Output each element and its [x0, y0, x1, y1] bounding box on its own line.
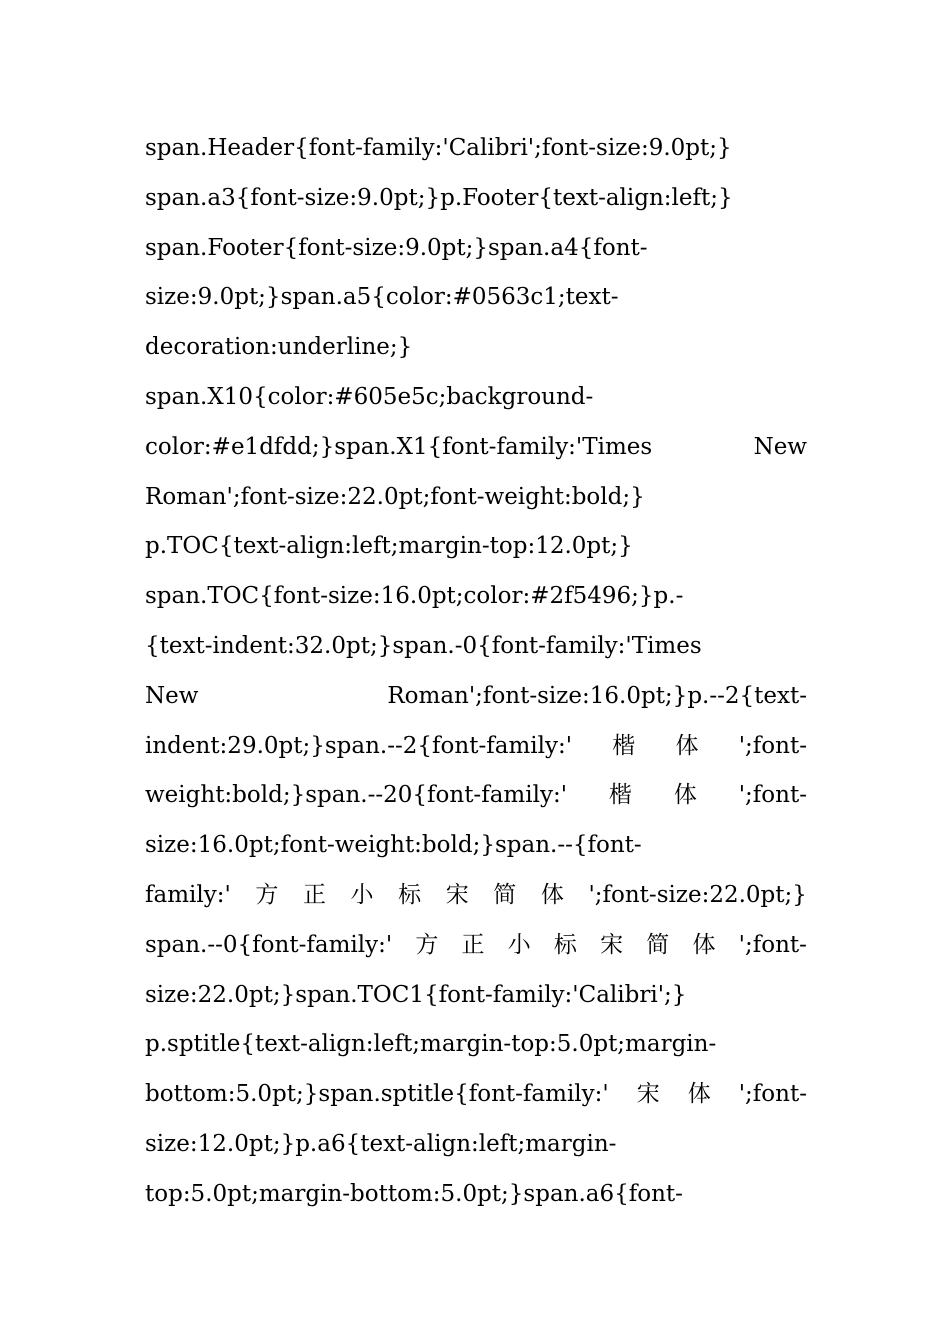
text-fragment: 小 [507, 931, 531, 958]
text-line: Roman';font-size:22.0pt;font-weight:bold;} [145, 483, 645, 510]
text-fragment: 体 [673, 782, 697, 809]
text-line [145, 921, 807, 971]
text-fragment: 简 [493, 881, 517, 908]
text-fragment: 体 [540, 881, 564, 908]
text-line: size:9.0pt;}span.a5{color:#0563c1;text- [145, 284, 619, 311]
text-fragment: 楷 [608, 782, 632, 809]
text-line [145, 771, 807, 821]
text-line: size:22.0pt;}span.TOC1{font-family:'Calibri';} [145, 981, 687, 1008]
text-fragment: 宋 [636, 1081, 660, 1108]
text-line: {text-indent:32.0pt;}span.-0{font-family:'Times [145, 632, 702, 659]
text-line [145, 672, 807, 722]
text-fragment: 小 [350, 881, 374, 908]
text-fragment: 简 [646, 931, 670, 958]
text-line: span.X10{color:#605e5c;background- [145, 383, 594, 410]
text-fragment: 正 [461, 931, 485, 958]
text-fragment: Roman';font-size:16.0pt;}p.--2{text- [387, 682, 807, 709]
text-line [145, 423, 807, 473]
text-fragment: color:#e1dfdd;}span.X1{font-family:'Times [145, 433, 653, 460]
text-fragment: 体 [675, 732, 699, 759]
text-line: top:5.0pt;margin-bottom:5.0pt;}span.a6{font- [145, 1180, 683, 1207]
text-fragment: New [145, 682, 199, 709]
text-line: size:12.0pt;}p.a6{text-align:left;margin- [145, 1130, 617, 1157]
text-fragment: 楷 [612, 732, 636, 759]
text-fragment: ';font- [738, 732, 807, 759]
text-line: size:16.0pt;font-weight:bold;}span.--{font- [145, 832, 642, 859]
text-fragment: 体 [687, 1081, 711, 1108]
document-body-text [145, 124, 807, 1220]
text-fragment: 方 [255, 881, 279, 908]
text-fragment: family:' [145, 881, 231, 908]
text-fragment: New [753, 433, 807, 460]
text-line [145, 1070, 807, 1120]
text-fragment: 标 [398, 881, 422, 908]
text-fragment: ';font- [738, 931, 807, 958]
text-fragment: 宋 [445, 881, 469, 908]
text-fragment: 正 [302, 881, 326, 908]
text-line: decoration:underline;} [145, 334, 413, 361]
text-line [145, 722, 807, 772]
text-line: span.Header{font-family:'Calibri';font-size:9.0pt;} [145, 135, 732, 161]
text-fragment: 体 [692, 931, 716, 958]
text-fragment: weight:bold;}span.--20{font-family:' [145, 782, 568, 809]
text-line: p.sptitle{text-align:left;margin-top:5.0pt;margin- [145, 1031, 717, 1058]
text-fragment: 标 [553, 931, 577, 958]
text-line: span.Footer{font-size:9.0pt;}span.a4{font- [145, 234, 648, 261]
text-fragment: indent:29.0pt;}span.--2{font-family:' [145, 732, 573, 759]
text-fragment: ';font- [738, 1081, 807, 1108]
text-fragment: bottom:5.0pt;}span.sptitle{font-family:' [145, 1081, 609, 1108]
text-fragment: ';font-size:22.0pt;} [588, 881, 807, 908]
text-line: span.a3{font-size:9.0pt;}p.Footer{text-align:left;} [145, 184, 733, 211]
text-fragment: span.--0{font-family:' [145, 931, 393, 958]
text-line [145, 871, 807, 921]
text-line: p.TOC{text-align:left;margin-top:12.0pt;} [145, 533, 633, 560]
text-fragment: 宋 [600, 931, 624, 958]
text-fragment: 方 [415, 931, 439, 958]
text-fragment: ';font- [738, 782, 807, 809]
text-line: span.TOC{font-size:16.0pt;color:#2f5496;}p.- [145, 583, 684, 610]
